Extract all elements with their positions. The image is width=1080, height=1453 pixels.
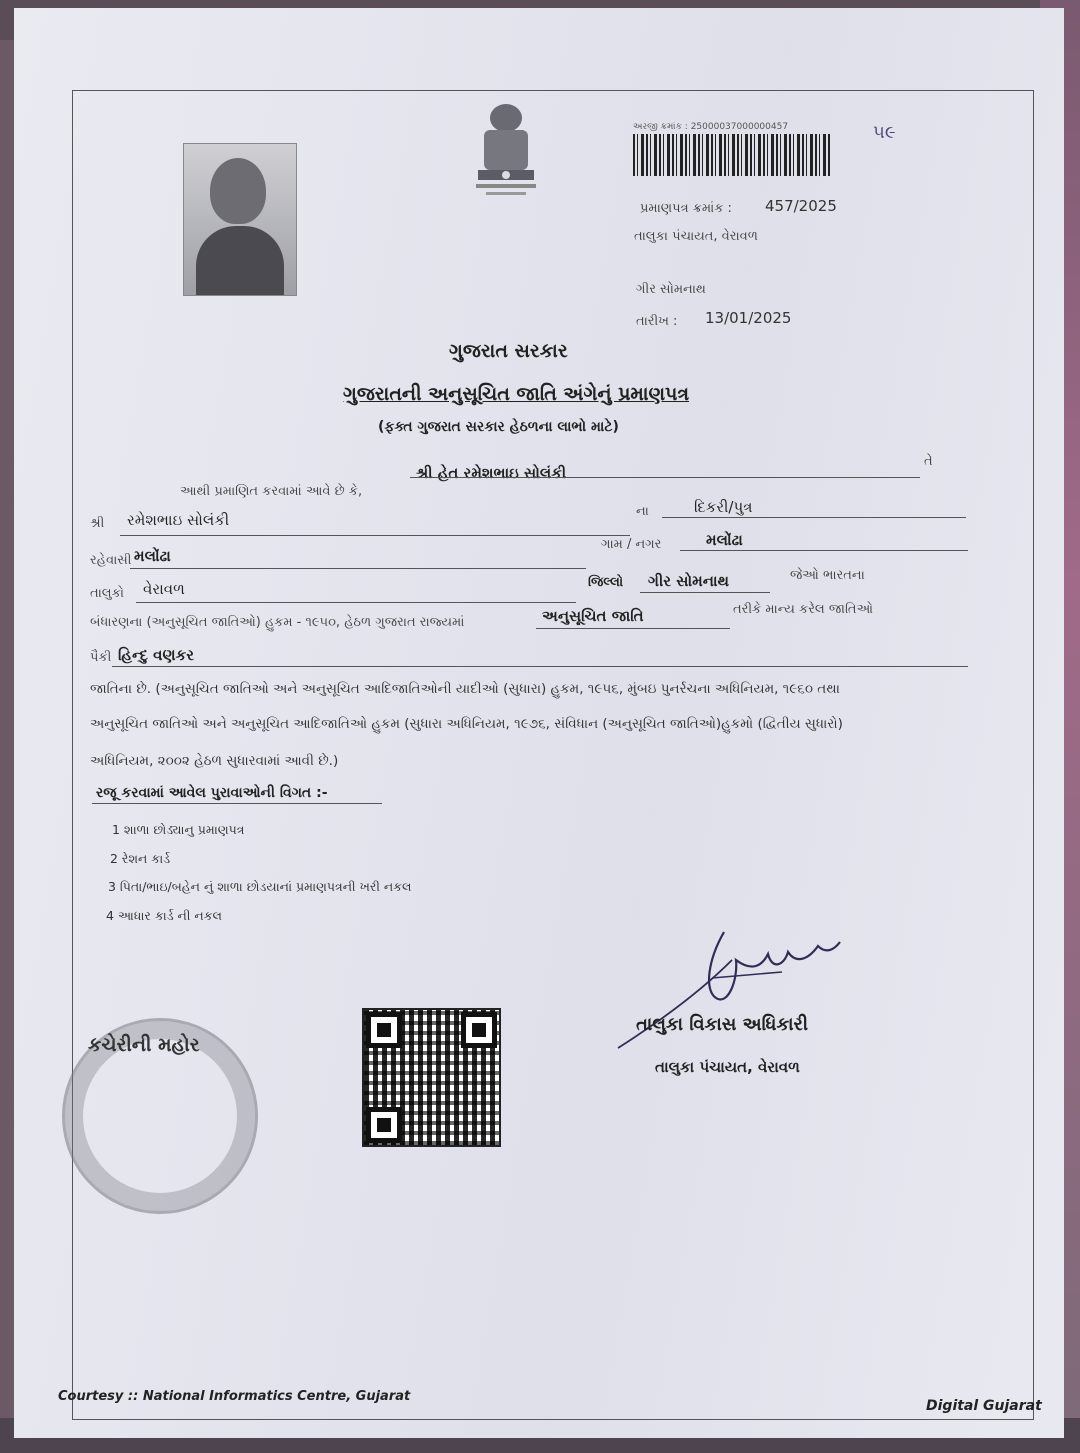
document-item: 3 પિતા/ભાઇ/બહેન નું શાળા છોડયાનાં પ્રમાણપત્રની ખરી નકલ bbox=[108, 879, 412, 894]
officer-signature bbox=[612, 920, 852, 1060]
document-item: 2 રેશન કાર્ડ bbox=[110, 851, 171, 866]
residence: મલોંઢા bbox=[134, 547, 171, 565]
taluka: વેરાવળ bbox=[143, 580, 185, 598]
recognized-suffix: તરીકે માન્ય કરેલ જાતિઓ bbox=[733, 602, 874, 617]
government-title: ગુજરાત સરકાર bbox=[449, 340, 568, 362]
intro-suffix: તે bbox=[924, 454, 933, 469]
qr-finder bbox=[366, 1107, 402, 1143]
barcode bbox=[633, 134, 831, 176]
village: મલોંઢા bbox=[706, 531, 743, 549]
district: ગીર સોમનાથ bbox=[648, 572, 730, 590]
caste: હિન્દુ વણકર bbox=[118, 646, 194, 664]
officer-designation: તાલુકા વિકાસ અધિકારી bbox=[636, 1014, 809, 1035]
caste-category: અનુસૂચિત જાતિ bbox=[542, 607, 644, 625]
applicant-name: શ્રી હેત રમેશભાઇ સોલંકી bbox=[416, 464, 567, 482]
category-line bbox=[536, 628, 730, 629]
issue-date: 13/01/2025 bbox=[705, 309, 792, 327]
residence-line bbox=[130, 568, 586, 569]
issuing-office: તાલુકા પંચાયત, વેરાવળ bbox=[634, 229, 758, 244]
issuing-district: ગીર સોમનાથ bbox=[636, 282, 706, 297]
photo-head-shape bbox=[210, 158, 266, 224]
intro-label: આથી પ્રમાણિત કરવામાં આવે છે કે, bbox=[180, 484, 363, 499]
father-name-line bbox=[120, 535, 630, 536]
applicant-photo bbox=[183, 143, 297, 296]
certificate-title: ગુજરાતની અનુસૂચિત જાતિ અંગેનું પ્રમાણપત્ર bbox=[343, 383, 690, 405]
footer-courtesy: Courtesy :: National Informatics Centre, Gujarat bbox=[58, 1389, 411, 1404]
footer-brand: Digital Gujarat bbox=[926, 1398, 1042, 1414]
taluka-line bbox=[136, 602, 576, 603]
certificate-number-label: પ્રમાણપત્ર ક્રમાંક : bbox=[640, 201, 732, 216]
legal-paragraph-line-1: જાતિના છે. (અનુસૂચિત જાતિઓ અને અનુસૂચિત આદિજાતિઓની યાદીઓ (સુધારા) હુકમ, ૧૯૫૬, મુંબઇ પુનર્રચના અધિનિયમ, ૧૯૬૦ તથા bbox=[90, 681, 840, 697]
taluka-label: તાલુકો bbox=[90, 586, 125, 601]
father-name: રમેશભાઇ સોલંકી bbox=[127, 511, 230, 529]
relation-line bbox=[662, 517, 966, 518]
relation: દિકરી/પુત્ર bbox=[694, 498, 753, 516]
relation-label: ના bbox=[636, 504, 649, 519]
caste-prefix: પૈકી bbox=[90, 650, 112, 665]
qr-code bbox=[362, 1008, 501, 1147]
photo-body-shape bbox=[196, 226, 284, 295]
document-item: 4 આધાર કાર્ડ ની નકલ bbox=[106, 908, 222, 923]
officer-office: તાલુકા પંચાયત, વેરાવળ bbox=[655, 1058, 800, 1076]
shri-label: શ્રી bbox=[90, 516, 105, 531]
barcode-number: અરજી ક્રમાંક : 25000037000000457 bbox=[633, 122, 789, 132]
certificate-number: 457/2025 bbox=[765, 197, 837, 215]
village-line bbox=[680, 550, 968, 551]
handwritten-reference: ૫૯ bbox=[873, 122, 896, 143]
order-text: બંધારણના (અનુસૂચિત જાતિઓ) હુકમ - ૧૯૫૦, હેઠળ ગુજરાત રાજ્યમાં bbox=[90, 615, 465, 630]
village-label: ગામ / નગર bbox=[601, 537, 662, 552]
documents-heading: રજૂ કરવામાં આવેલ પુરાવાઓની વિગત :- bbox=[96, 785, 328, 801]
india-suffix: જેઓ ભારતના bbox=[790, 568, 865, 583]
applicant-name-line bbox=[410, 477, 920, 478]
document-item: 1 શાળા છોડ્યાનુ પ્રમાણપત્ર bbox=[112, 822, 245, 837]
seal-label: કચેરીની મહોર bbox=[88, 1034, 200, 1056]
certificate-subtitle: (ફક્ત ગુજરાત સરકાર હેઠળના લાભો માટે) bbox=[378, 419, 619, 435]
district-line bbox=[640, 592, 770, 593]
residence-label: રહેવાસી bbox=[90, 553, 132, 568]
qr-finder bbox=[366, 1012, 402, 1048]
date-label: તારીખ : bbox=[636, 314, 678, 329]
national-emblem-icon bbox=[466, 96, 546, 206]
documents-heading-line bbox=[92, 803, 382, 804]
caste-line bbox=[112, 666, 968, 667]
legal-paragraph-line-3: અધિનિયમ, ૨૦૦૨ હેઠળ સુધારવામાં આવી છે.) bbox=[90, 753, 339, 769]
qr-finder bbox=[461, 1012, 497, 1048]
legal-paragraph-line-2: અનુસૂચિત જાતિઓ અને અનુસૂચિત આદિજાતિઓ હુકમ (સુધારા અધિનિયમ, ૧૯૭૬, સંવિધાન (અનુસૂચિત જાતિઓ)હુકમો (દ્વિતીય સુધારો) bbox=[90, 716, 843, 732]
district-label: જિલ્લો bbox=[588, 575, 624, 590]
